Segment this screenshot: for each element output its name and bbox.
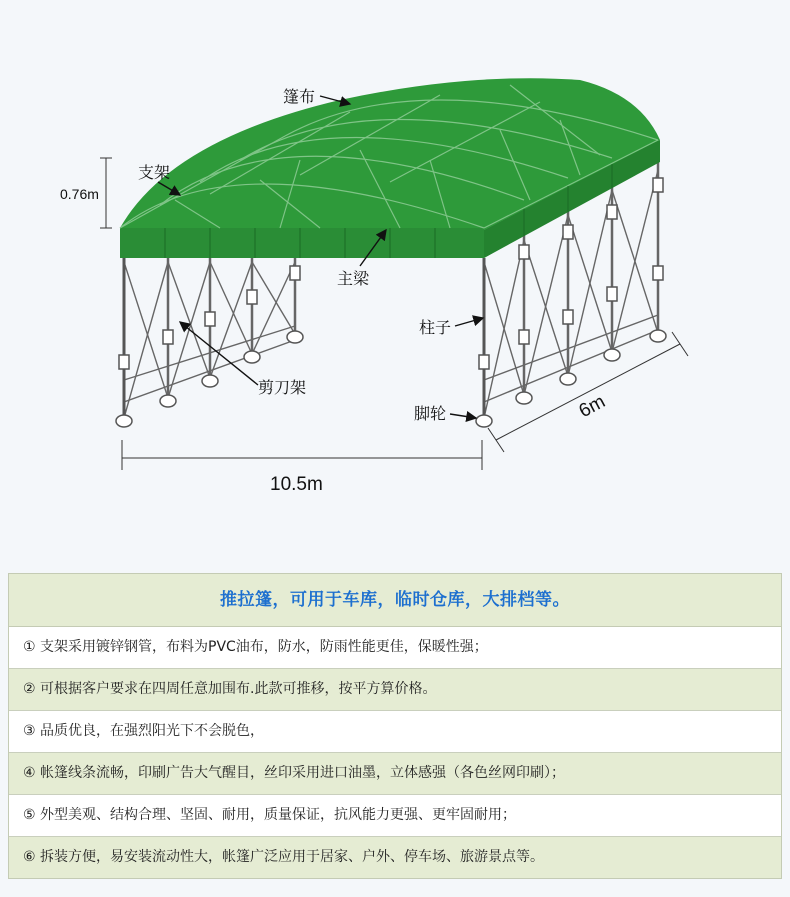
table-title: 推拉篷，可用于车库，临时仓库，大排档等。 xyxy=(9,574,781,627)
feature-row: ③ 品质优良，在强烈阳光下不会脱色， xyxy=(9,711,781,753)
arrow-caster xyxy=(450,414,476,418)
label-scissor-frame: 剪刀架 xyxy=(258,378,307,397)
dimension-width xyxy=(488,332,688,452)
canopy-roof xyxy=(120,78,660,258)
height-dimension-label: 0.76m xyxy=(60,186,99,202)
feature-table xyxy=(8,573,782,879)
arrow-column xyxy=(455,318,483,326)
label-frame: 支架 xyxy=(138,163,171,182)
label-column: 柱子 xyxy=(419,318,452,337)
feature-row: ⑤ 外型美观、结构合理、坚固、耐用，质量保证，抗风能力更强、更牢固耐用； xyxy=(9,795,781,837)
width-dimension-label: 6m xyxy=(575,391,609,423)
feature-row: ① 支架采用镀锌钢管，布料为PVC油布，防水，防雨性能更佳，保暖性强； xyxy=(9,627,781,669)
feature-row: ② 可根据客户要求在四周任意加围布.此款可推移，按平方算价格。 xyxy=(9,669,781,711)
feature-row: ④ 帐篷线条流畅，印刷广告大气醒目，丝印采用进口油墨，立体感强（各色丝网印刷）； xyxy=(9,753,781,795)
length-dimension-label: 10.5m xyxy=(270,474,323,495)
dimension-height xyxy=(100,158,112,228)
feature-row: ⑥ 拆装方便，易安装流动性大，帐篷广泛应用于居家、户外、停车场、旅游景点等。 xyxy=(9,837,781,878)
dimension-length xyxy=(122,440,482,470)
label-canopy: 篷布 xyxy=(283,87,316,106)
label-caster: 脚轮 xyxy=(414,404,447,423)
label-main-beam: 主梁 xyxy=(337,269,370,288)
